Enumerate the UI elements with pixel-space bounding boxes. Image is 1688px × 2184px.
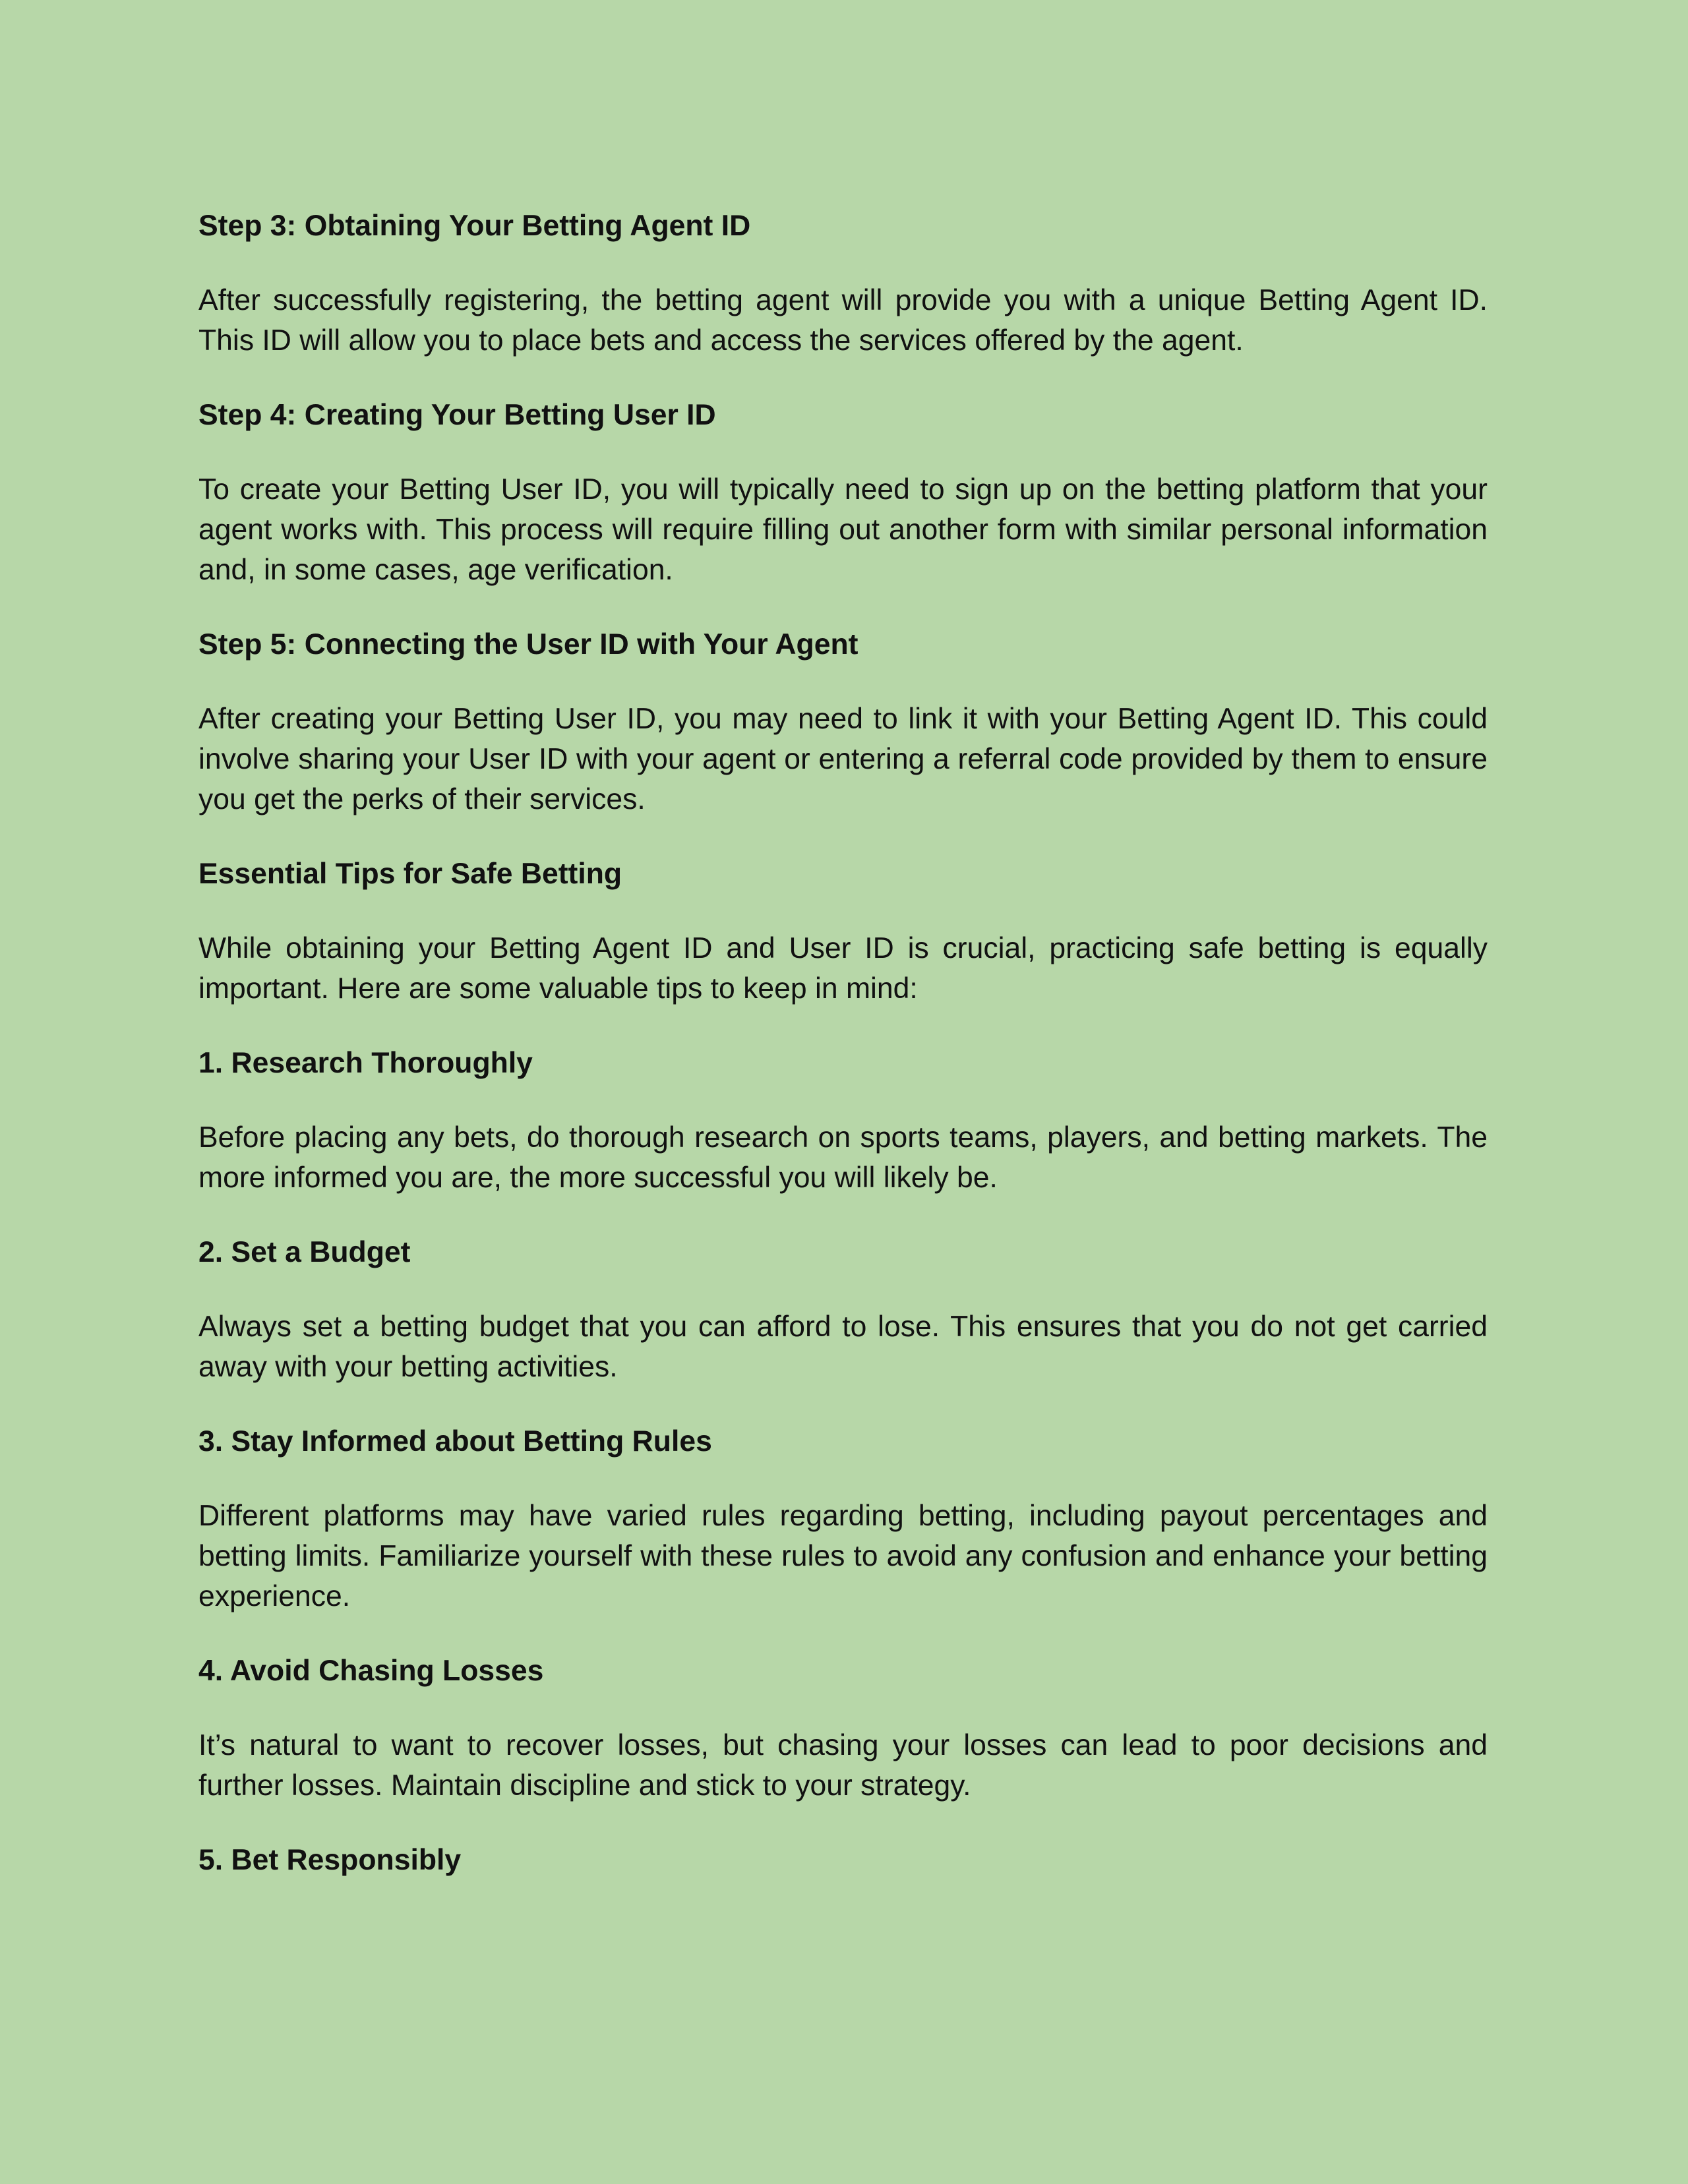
tip-body-research: Before placing any bets, do thorough research on sports teams, players, and betting markets. The more informed you are, the more successful you will likely be. bbox=[198, 1121, 1488, 1194]
tip-heading-budget: 2. Set a Budget bbox=[198, 1236, 411, 1268]
section-body-step-3: After successfully registering, the betting agent will provide you with a unique Betting Agent ID. This ID will allow you to place bets and access the services offered by the agent. bbox=[198, 284, 1488, 357]
section-heading-essential-tips: Essential Tips for Safe Betting bbox=[198, 858, 622, 890]
tip-body-rules: Different platforms may have varied rules regarding betting, including payout percentages and betting limits. Familiarize yourself with these rules to avoid any confusion and enhance your betting experience. bbox=[198, 1500, 1488, 1612]
tip-heading-research: 1. Research Thoroughly bbox=[198, 1047, 533, 1079]
section-heading-step-4: Step 4: Creating Your Betting User ID bbox=[198, 399, 716, 431]
section-heading-step-3: Step 3: Obtaining Your Betting Agent ID bbox=[198, 210, 751, 242]
tip-heading-chasing-losses: 4. Avoid Chasing Losses bbox=[198, 1655, 544, 1687]
tip-heading-rules: 3. Stay Informed about Betting Rules bbox=[198, 1425, 712, 1458]
document-content bbox=[198, 206, 1488, 1914]
tip-body-budget: Always set a betting budget that you can afford to lose. This ensures that you do not get carried away with your betting activities. bbox=[198, 1311, 1488, 1383]
section-body-essential-tips: While obtaining your Betting Agent ID and User ID is crucial, practicing safe betting is equally important. Here are some valuable tips to keep in mind: bbox=[198, 932, 1488, 1005]
section-heading-step-5: Step 5: Connecting the User ID with Your Agent bbox=[198, 628, 859, 661]
tip-body-chasing-losses: It’s natural to want to recover losses, but chasing your losses can lead to poor decisions and further losses. Maintain discipline and stick to your strategy. bbox=[198, 1729, 1488, 1802]
section-body-step-5: After creating your Betting User ID, you may need to link it with your Betting Agent ID. This could involve sharing your User ID with your agent or entering a referral code provided by them to ensure you get the perks of their services. bbox=[198, 703, 1488, 815]
tip-heading-bet-responsibly: 5. Bet Responsibly bbox=[198, 1844, 462, 1876]
section-body-step-4: To create your Betting User ID, you will typically need to sign up on the betting platform that your agent works with. This process will require filling out another form with similar personal information and, in some cases, age verification. bbox=[198, 473, 1488, 586]
